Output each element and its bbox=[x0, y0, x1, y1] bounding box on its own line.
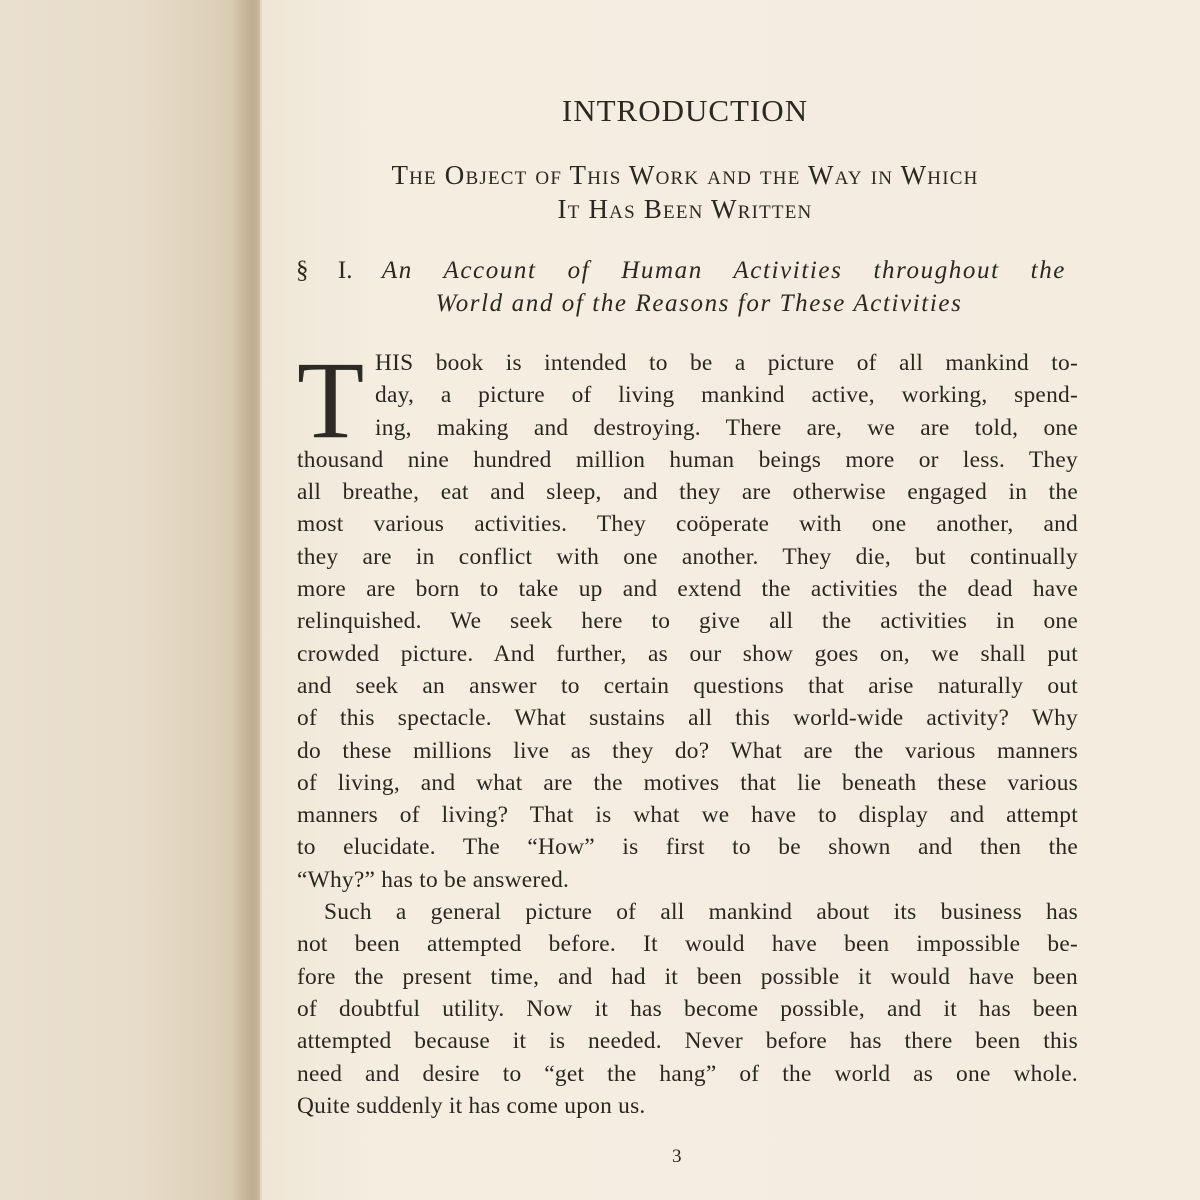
text-line: do these millions live as they do? What are the various manners bbox=[297, 737, 1078, 764]
text-line: “Why?” has to be answered. bbox=[297, 866, 570, 893]
text-line: need and desire to “get the hang” of the world as one whole. bbox=[297, 1060, 1078, 1087]
text-line: ing, making and destroying. There are, we are told, one bbox=[375, 414, 1078, 441]
body-text bbox=[297, 339, 1078, 1122]
text-line: crowded picture. And further, as our show goes on, we shall put bbox=[297, 640, 1078, 667]
text-line: of this spectacle. What sustains all this world-wide activity? Why bbox=[297, 705, 1078, 732]
chapter-subtitle bbox=[290, 158, 1080, 226]
section-title-line-1: An Account of Human Activities throughout the bbox=[381, 257, 1067, 284]
previous-page-gutter bbox=[0, 0, 260, 1200]
text-line: of doubtful utility. Now it has become possible, and it has been bbox=[297, 995, 1078, 1022]
drop-cap: T bbox=[297, 339, 365, 461]
paragraph-1 bbox=[297, 339, 1078, 896]
text-line: to elucidate. The “How” is first to be shown and then the bbox=[297, 834, 1078, 861]
section-heading-line-1 bbox=[296, 254, 1066, 287]
text-line: most various activities. They coöperate with one another, and bbox=[297, 511, 1078, 538]
text-line: manners of living? That is what we have to display and attempt bbox=[297, 802, 1078, 829]
section-title-line-2: World and of the Reasons for These Activities bbox=[435, 290, 963, 317]
text-line: of living, and what are the motives that lie beneath these various bbox=[297, 769, 1078, 796]
text-line: they are in conflict with one another. They die, but continually bbox=[297, 543, 1078, 570]
text-line: Such a general picture of all mankind about its business has bbox=[324, 899, 1078, 926]
text-line: not been attempted before. It would have been impossible be- bbox=[297, 931, 1078, 958]
text-line: more are born to take up and extend the activities the dead have bbox=[297, 576, 1078, 603]
text-line: and seek an answer to certain questions that arise naturally out bbox=[297, 672, 1078, 699]
chapter-title: INTRODUCTION bbox=[561, 93, 809, 128]
text-line: HIS book is intended to be a picture of all mankind to- bbox=[375, 350, 1078, 376]
text-line: fore the present time, and had it been possible it would have been bbox=[297, 963, 1078, 990]
text-line: attempted because it is needed. Never before has there been this bbox=[297, 1028, 1078, 1055]
subtitle-line-2: It Has Been Written bbox=[557, 194, 813, 224]
text-line: relinquished. We seek here to give all the activities in one bbox=[297, 608, 1078, 635]
page-number: 3 bbox=[672, 1146, 682, 1167]
section-heading bbox=[296, 254, 1066, 320]
subtitle-line-1: The Object of This Work and the Way in Which bbox=[391, 160, 979, 190]
paragraph-2 bbox=[297, 896, 1078, 1122]
text-line: all breathe, eat and sleep, and they are otherwise engaged in the bbox=[297, 479, 1078, 506]
text-line: thousand nine hundred million human beings more or less. They bbox=[297, 446, 1078, 473]
section-mark: § I. bbox=[296, 257, 353, 284]
text-line: Quite suddenly it has come upon us. bbox=[297, 1092, 646, 1119]
text-line: day, a picture of living mankind active, working, spend- bbox=[375, 382, 1078, 409]
